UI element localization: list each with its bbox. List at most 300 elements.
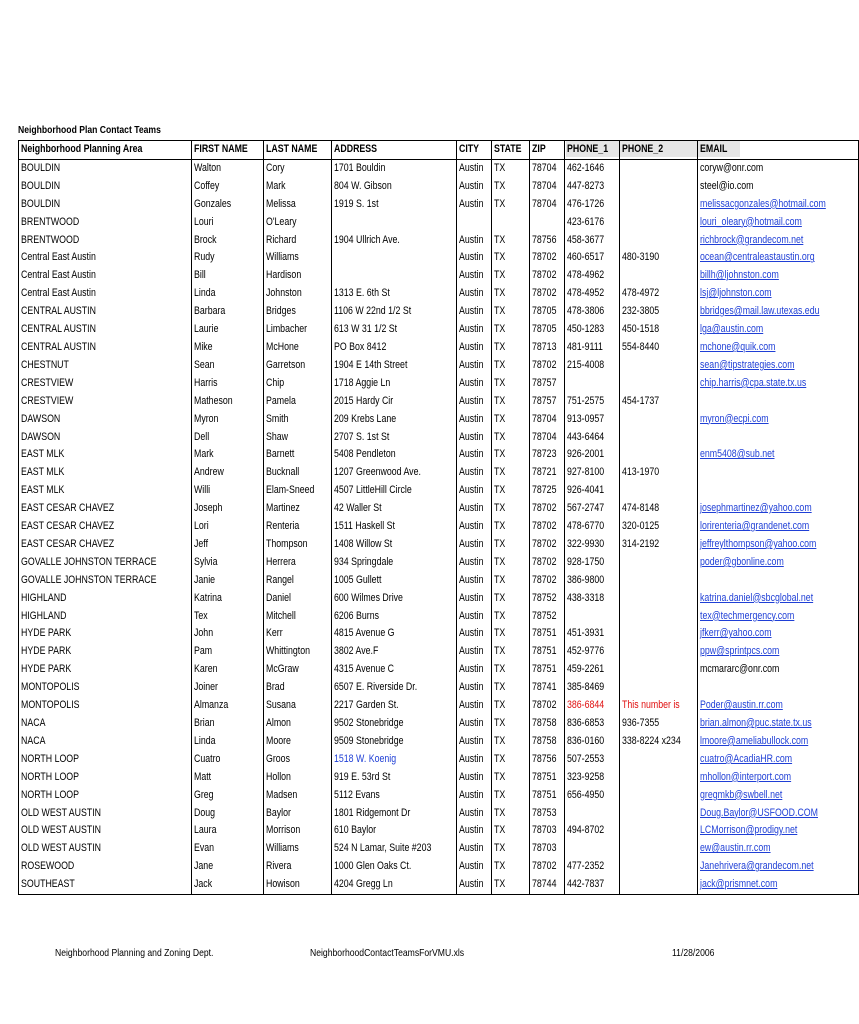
email-cell[interactable]: poder@gbonline.com bbox=[697, 554, 858, 572]
zip-cell: 78702 bbox=[530, 500, 565, 518]
phone1-cell: 477-2352 bbox=[565, 858, 620, 876]
area-cell: BOULDIN bbox=[19, 178, 192, 196]
phone1-cell: 447-8273 bbox=[565, 178, 620, 196]
phone2-cell bbox=[620, 232, 697, 250]
table-row bbox=[19, 822, 859, 840]
area-cell: OLD WEST AUSTIN bbox=[19, 840, 192, 858]
phone1-cell: 494-8702 bbox=[565, 822, 620, 840]
zip-cell: 78723 bbox=[530, 446, 565, 464]
city-cell: Austin bbox=[457, 285, 492, 303]
state-cell: TX bbox=[492, 858, 530, 876]
email-cell[interactable]: billh@ljohnston.com bbox=[697, 267, 858, 285]
last-name-cell: Hardison bbox=[263, 267, 331, 285]
zip-cell: 78702 bbox=[530, 267, 565, 285]
table-row bbox=[19, 500, 859, 518]
phone1-cell: 478-6770 bbox=[565, 518, 620, 536]
email-cell[interactable]: louri_oleary@hotmail.com bbox=[697, 214, 858, 232]
first-name-cell: Andrew bbox=[192, 464, 263, 482]
area-cell: BRENTWOOD bbox=[19, 214, 192, 232]
city-cell: Austin bbox=[457, 429, 492, 447]
state-cell: TX bbox=[492, 249, 530, 267]
last-name-cell: Rangel bbox=[263, 572, 331, 590]
city-cell: Austin bbox=[457, 393, 492, 411]
phone1-cell: 751-2575 bbox=[565, 393, 620, 411]
state-cell: TX bbox=[492, 822, 530, 840]
table-row bbox=[19, 590, 859, 608]
first-name-cell: Karen bbox=[192, 661, 263, 679]
state-cell: TX bbox=[492, 339, 530, 357]
phone1-cell: 478-3806 bbox=[565, 303, 620, 321]
table-row bbox=[19, 178, 859, 196]
first-name-cell: Laura bbox=[192, 822, 263, 840]
email-cell[interactable]: myron@ecpi.com bbox=[697, 411, 858, 429]
zip-cell: 78751 bbox=[530, 787, 565, 805]
city-cell: Austin bbox=[457, 375, 492, 393]
city-cell: Austin bbox=[457, 715, 492, 733]
last-name-cell: Rivera bbox=[263, 858, 331, 876]
table-row bbox=[19, 697, 859, 715]
column-header: EMAIL bbox=[697, 141, 858, 160]
address-cell: 1106 W 22nd 1/2 St bbox=[331, 303, 457, 321]
area-cell: CRESTVIEW bbox=[19, 393, 192, 411]
area-cell: GOVALLE JOHNSTON TERRACE bbox=[19, 554, 192, 572]
area-cell: HYDE PARK bbox=[19, 625, 192, 643]
last-name-cell: Madsen bbox=[263, 787, 331, 805]
email-cell[interactable]: sean@tipstrategies.com bbox=[697, 357, 858, 375]
phone2-cell bbox=[620, 661, 697, 679]
address-cell: 1207 Greenwood Ave. bbox=[331, 464, 457, 482]
table-row bbox=[19, 751, 859, 769]
zip-cell: 78702 bbox=[530, 554, 565, 572]
table-row bbox=[19, 429, 859, 447]
column-header: Neighborhood Planning Area bbox=[19, 141, 192, 160]
city-cell: Austin bbox=[457, 267, 492, 285]
area-cell: HIGHLAND bbox=[19, 608, 192, 626]
first-name-cell: Lori bbox=[192, 518, 263, 536]
area-cell: EAST MLK bbox=[19, 482, 192, 500]
state-cell: TX bbox=[492, 375, 530, 393]
state-cell: TX bbox=[492, 429, 530, 447]
last-name-cell: McHone bbox=[263, 339, 331, 357]
email-cell[interactable]: ocean@centraleastaustin.org bbox=[697, 249, 858, 267]
last-name-cell: Herrera bbox=[263, 554, 331, 572]
last-name-cell: O'Leary bbox=[263, 214, 331, 232]
last-name-cell: Williams bbox=[263, 249, 331, 267]
first-name-cell: Joiner bbox=[192, 679, 263, 697]
address-cell: 1000 Glen Oaks Ct. bbox=[331, 858, 457, 876]
city-cell: Austin bbox=[457, 787, 492, 805]
area-cell: DAWSON bbox=[19, 411, 192, 429]
zip-cell: 78702 bbox=[530, 285, 565, 303]
phone1-cell: 459-2261 bbox=[565, 661, 620, 679]
address-cell: 2015 Hardy Cir bbox=[331, 393, 457, 411]
first-name-cell: Doug bbox=[192, 805, 263, 823]
first-name-cell: Gonzales bbox=[192, 196, 263, 214]
state-cell: TX bbox=[492, 572, 530, 590]
state-cell: TX bbox=[492, 733, 530, 751]
email-cell[interactable]: jeffreylthompson@yahoo.com bbox=[697, 536, 858, 554]
zip-cell: 78758 bbox=[530, 715, 565, 733]
email-cell[interactable]: tex@techmergency.com bbox=[697, 608, 858, 626]
email-cell[interactable]: josephmartinez@yahoo.com bbox=[697, 500, 858, 518]
state-cell: TX bbox=[492, 697, 530, 715]
phone2-cell: 936-7355 bbox=[620, 715, 697, 733]
state-cell: TX bbox=[492, 840, 530, 858]
email-cell[interactable]: chip.harris@cpa.state.tx.us bbox=[697, 375, 858, 393]
city-cell: Austin bbox=[457, 159, 492, 177]
first-name-cell: Coffey bbox=[192, 178, 263, 196]
email-cell[interactable]: richbrock@grandecom.net bbox=[697, 232, 858, 250]
city-cell: Austin bbox=[457, 339, 492, 357]
phone2-cell bbox=[620, 267, 697, 285]
zip-cell: 78741 bbox=[530, 679, 565, 697]
phone2-cell bbox=[620, 625, 697, 643]
phone2-cell: 232-3805 bbox=[620, 303, 697, 321]
address-cell: 613 W 31 1/2 St bbox=[331, 321, 457, 339]
area-cell: BOULDIN bbox=[19, 196, 192, 214]
address-cell: 209 Krebs Lane bbox=[331, 411, 457, 429]
zip-cell: 78702 bbox=[530, 697, 565, 715]
first-name-cell: Janie bbox=[192, 572, 263, 590]
city-cell bbox=[457, 214, 492, 232]
phone1-cell: 913-0957 bbox=[565, 411, 620, 429]
state-cell: TX bbox=[492, 787, 530, 805]
first-name-cell: Matt bbox=[192, 769, 263, 787]
email-cell[interactable]: ppw@sprintpcs.com bbox=[697, 643, 858, 661]
city-cell: Austin bbox=[457, 805, 492, 823]
area-cell: HYDE PARK bbox=[19, 661, 192, 679]
first-name-cell: Brian bbox=[192, 715, 263, 733]
email-cell[interactable]: lsj@ljohnston.com bbox=[697, 285, 858, 303]
first-name-cell: Sean bbox=[192, 357, 263, 375]
email-cell[interactable]: Poder@austin.rr.com bbox=[697, 697, 858, 715]
city-cell: Austin bbox=[457, 232, 492, 250]
table-row bbox=[19, 267, 859, 285]
email-cell[interactable]: mchone@quik.com bbox=[697, 339, 858, 357]
phone1-cell: 322-9930 bbox=[565, 536, 620, 554]
email-cell[interactable]: lorirenteria@grandenet.com bbox=[697, 518, 858, 536]
first-name-cell: Laurie bbox=[192, 321, 263, 339]
first-name-cell: Mark bbox=[192, 446, 263, 464]
email-cell[interactable]: brian.almon@puc.state.tx.us bbox=[697, 715, 858, 733]
phone2-cell bbox=[620, 482, 697, 500]
address-cell bbox=[331, 214, 457, 232]
area-cell: EAST CESAR CHAVEZ bbox=[19, 536, 192, 554]
phone2-cell bbox=[620, 608, 697, 626]
table-row bbox=[19, 285, 859, 303]
zip-cell: 78704 bbox=[530, 178, 565, 196]
phone2-cell: 320-0125 bbox=[620, 518, 697, 536]
city-cell: Austin bbox=[457, 518, 492, 536]
city-cell: Austin bbox=[457, 822, 492, 840]
city-cell: Austin bbox=[457, 769, 492, 787]
first-name-cell: Greg bbox=[192, 787, 263, 805]
address-cell: 1718 Aggie Ln bbox=[331, 375, 457, 393]
first-name-cell: Dell bbox=[192, 429, 263, 447]
area-cell: EAST MLK bbox=[19, 464, 192, 482]
zip-cell: 78756 bbox=[530, 232, 565, 250]
email-cell[interactable]: bbridges@mail.law.utexas.edu bbox=[697, 303, 858, 321]
state-cell: TX bbox=[492, 625, 530, 643]
state-cell: TX bbox=[492, 285, 530, 303]
email-cell[interactable]: mhollon@interport.com bbox=[697, 769, 858, 787]
state-cell: TX bbox=[492, 393, 530, 411]
table-row bbox=[19, 303, 859, 321]
address-cell: 4507 LittleHill Circle bbox=[331, 482, 457, 500]
phone1-cell: 836-6853 bbox=[565, 715, 620, 733]
phone2-cell bbox=[620, 196, 697, 214]
state-cell: TX bbox=[492, 411, 530, 429]
column-header: CITY bbox=[457, 141, 492, 160]
area-cell: SOUTHEAST bbox=[19, 876, 192, 894]
table-row bbox=[19, 393, 859, 411]
phone2-cell bbox=[620, 554, 697, 572]
table-row bbox=[19, 733, 859, 751]
email-cell[interactable]: ew@austin.rr.com bbox=[697, 840, 858, 858]
state-cell: TX bbox=[492, 303, 530, 321]
phone2-cell: 478-4972 bbox=[620, 285, 697, 303]
table-row bbox=[19, 787, 859, 805]
last-name-cell: Morrison bbox=[263, 822, 331, 840]
phone2-cell: 314-2192 bbox=[620, 536, 697, 554]
phone2-cell bbox=[620, 787, 697, 805]
city-cell: Austin bbox=[457, 751, 492, 769]
zip-cell: 78703 bbox=[530, 822, 565, 840]
email-cell[interactable]: katrina.daniel@sbcglobal.net bbox=[697, 590, 858, 608]
city-cell: Austin bbox=[457, 679, 492, 697]
state-cell: TX bbox=[492, 590, 530, 608]
table-row bbox=[19, 840, 859, 858]
city-cell: Austin bbox=[457, 733, 492, 751]
first-name-cell: Myron bbox=[192, 411, 263, 429]
last-name-cell: Hollon bbox=[263, 769, 331, 787]
city-cell: Austin bbox=[457, 876, 492, 894]
zip-cell: 78702 bbox=[530, 572, 565, 590]
first-name-cell: Jack bbox=[192, 876, 263, 894]
phone2-cell bbox=[620, 876, 697, 894]
phone2-cell bbox=[620, 643, 697, 661]
phone1-cell: 442-7837 bbox=[565, 876, 620, 894]
email-cell: steel@io.com bbox=[697, 178, 858, 196]
address-cell: 9509 Stonebridge bbox=[331, 733, 457, 751]
last-name-cell: Susana bbox=[263, 697, 331, 715]
area-cell: CHESTNUT bbox=[19, 357, 192, 375]
last-name-cell: Smith bbox=[263, 411, 331, 429]
phone2-cell bbox=[620, 159, 697, 177]
zip-cell: 78704 bbox=[530, 196, 565, 214]
area-cell: HYDE PARK bbox=[19, 643, 192, 661]
zip-cell: 78751 bbox=[530, 643, 565, 661]
phone2-cell bbox=[620, 178, 697, 196]
phone2-cell: 454-1737 bbox=[620, 393, 697, 411]
phone2-cell bbox=[620, 214, 697, 232]
table-row bbox=[19, 625, 859, 643]
email-cell[interactable]: lmoore@ameliabullock.com bbox=[697, 733, 858, 751]
address-cell: 2217 Garden St. bbox=[331, 697, 457, 715]
email-cell: coryw@onr.com bbox=[697, 159, 858, 177]
state-cell: TX bbox=[492, 661, 530, 679]
address-cell: 919 E. 53rd St bbox=[331, 769, 457, 787]
last-name-cell: Moore bbox=[263, 733, 331, 751]
email-cell[interactable]: jack@prismnet.com bbox=[697, 876, 858, 894]
address-cell: 4204 Gregg Ln bbox=[331, 876, 457, 894]
phone2-cell bbox=[620, 375, 697, 393]
zip-cell: 78705 bbox=[530, 303, 565, 321]
phone2-cell bbox=[620, 822, 697, 840]
state-cell: TX bbox=[492, 500, 530, 518]
table-row bbox=[19, 769, 859, 787]
email-cell[interactable]: melissacgonzales@hotmail.com bbox=[697, 196, 858, 214]
state-cell: TX bbox=[492, 159, 530, 177]
table-row bbox=[19, 679, 859, 697]
table-row bbox=[19, 357, 859, 375]
zip-cell: 78756 bbox=[530, 751, 565, 769]
last-name-cell: Barnett bbox=[263, 446, 331, 464]
phone2-cell bbox=[620, 357, 697, 375]
city-cell: Austin bbox=[457, 536, 492, 554]
zip-cell: 78705 bbox=[530, 321, 565, 339]
email-cell[interactable]: LCMorrison@prodigy.net bbox=[697, 822, 858, 840]
zip-cell: 78704 bbox=[530, 159, 565, 177]
phone1-cell: 481-9111 bbox=[565, 339, 620, 357]
first-name-cell: Tex bbox=[192, 608, 263, 626]
email-cell bbox=[697, 393, 858, 411]
phone1-cell: 656-4950 bbox=[565, 787, 620, 805]
phone2-cell bbox=[620, 411, 697, 429]
city-cell: Austin bbox=[457, 643, 492, 661]
column-header: PHONE_1 bbox=[565, 141, 620, 160]
state-cell: TX bbox=[492, 196, 530, 214]
phone1-cell: 478-4962 bbox=[565, 267, 620, 285]
phone1-cell: 215-4008 bbox=[565, 357, 620, 375]
state-cell: TX bbox=[492, 267, 530, 285]
area-cell: MONTOPOLIS bbox=[19, 697, 192, 715]
zip-cell: 78744 bbox=[530, 876, 565, 894]
table-row bbox=[19, 339, 859, 357]
table-row bbox=[19, 464, 859, 482]
city-cell: Austin bbox=[457, 303, 492, 321]
last-name-cell: Cory bbox=[263, 159, 331, 177]
footer-filename: NeighborhoodContactTeamsForVMU.xls bbox=[310, 947, 465, 959]
email-cell[interactable]: Janehrivera@grandecom.net bbox=[697, 858, 858, 876]
area-cell: ROSEWOOD bbox=[19, 858, 192, 876]
email-cell[interactable]: gregmkb@swbell.net bbox=[697, 787, 858, 805]
city-cell: Austin bbox=[457, 482, 492, 500]
area-cell: OLD WEST AUSTIN bbox=[19, 822, 192, 840]
address-cell: 6206 Burns bbox=[331, 608, 457, 626]
state-cell: TX bbox=[492, 446, 530, 464]
table-row bbox=[19, 159, 859, 177]
last-name-cell: Garretson bbox=[263, 357, 331, 375]
first-name-cell: Rudy bbox=[192, 249, 263, 267]
address-cell: 1005 Gullett bbox=[331, 572, 457, 590]
phone2-cell bbox=[620, 446, 697, 464]
phone1-cell: 386-9800 bbox=[565, 572, 620, 590]
phone1-cell: 323-9258 bbox=[565, 769, 620, 787]
address-cell: 5112 Evans bbox=[331, 787, 457, 805]
phone2-cell bbox=[620, 840, 697, 858]
city-cell: Austin bbox=[457, 661, 492, 679]
phone1-cell bbox=[565, 608, 620, 626]
first-name-cell: Pam bbox=[192, 643, 263, 661]
email-cell bbox=[697, 679, 858, 697]
last-name-cell: Groos bbox=[263, 751, 331, 769]
last-name-cell: Bucknall bbox=[263, 464, 331, 482]
last-name-cell: Whittington bbox=[263, 643, 331, 661]
phone1-cell: 836-0160 bbox=[565, 733, 620, 751]
email-cell[interactable]: Doug.Baylor@USFOOD.COM bbox=[697, 805, 858, 823]
area-cell: NORTH LOOP bbox=[19, 751, 192, 769]
area-cell: Central East Austin bbox=[19, 267, 192, 285]
address-cell: 1801 Ridgemont Dr bbox=[331, 805, 457, 823]
table-row bbox=[19, 572, 859, 590]
table-row bbox=[19, 214, 859, 232]
state-cell: TX bbox=[492, 679, 530, 697]
table-row bbox=[19, 608, 859, 626]
zip-cell bbox=[530, 214, 565, 232]
table-row bbox=[19, 375, 859, 393]
table-row bbox=[19, 196, 859, 214]
address-cell: 42 Waller St bbox=[331, 500, 457, 518]
last-name-cell: Renteria bbox=[263, 518, 331, 536]
email-cell[interactable]: lga@austin.com bbox=[697, 321, 858, 339]
first-name-cell: Brock bbox=[192, 232, 263, 250]
first-name-cell: Bill bbox=[192, 267, 263, 285]
header-row bbox=[19, 141, 859, 160]
phone2-cell: 338-8224 x234 bbox=[620, 733, 697, 751]
phone1-cell: 567-2747 bbox=[565, 500, 620, 518]
zip-cell: 78753 bbox=[530, 805, 565, 823]
area-cell: Central East Austin bbox=[19, 249, 192, 267]
phone1-cell: 478-4952 bbox=[565, 285, 620, 303]
phone1-cell: 462-1646 bbox=[565, 159, 620, 177]
state-cell: TX bbox=[492, 608, 530, 626]
area-cell: CENTRAL AUSTIN bbox=[19, 339, 192, 357]
address-cell: 2707 S. 1st St bbox=[331, 429, 457, 447]
last-name-cell: Kerr bbox=[263, 625, 331, 643]
city-cell: Austin bbox=[457, 321, 492, 339]
phone2-cell bbox=[620, 679, 697, 697]
first-name-cell: Cuatro bbox=[192, 751, 263, 769]
address-cell: 1518 W. Koenig bbox=[331, 751, 457, 769]
column-header: FIRST NAME bbox=[192, 141, 263, 160]
address-cell bbox=[331, 249, 457, 267]
table-row bbox=[19, 805, 859, 823]
email-cell[interactable]: jfkerr@yahoo.com bbox=[697, 625, 858, 643]
contact-table bbox=[18, 140, 859, 895]
phone2-cell: 474-8148 bbox=[620, 500, 697, 518]
email-cell[interactable]: cuatro@AcadiaHR.com bbox=[697, 751, 858, 769]
phone2-cell: 480-3190 bbox=[620, 249, 697, 267]
address-cell: 934 Springdale bbox=[331, 554, 457, 572]
state-cell: TX bbox=[492, 715, 530, 733]
zip-cell: 78721 bbox=[530, 464, 565, 482]
last-name-cell: Richard bbox=[263, 232, 331, 250]
email-cell[interactable]: enm5408@sub.net bbox=[697, 446, 858, 464]
area-cell: GOVALLE JOHNSTON TERRACE bbox=[19, 572, 192, 590]
last-name-cell: Almon bbox=[263, 715, 331, 733]
city-cell: Austin bbox=[457, 196, 492, 214]
email-cell bbox=[697, 482, 858, 500]
phone1-cell: 438-3318 bbox=[565, 590, 620, 608]
zip-cell: 78751 bbox=[530, 625, 565, 643]
phone1-cell: 450-1283 bbox=[565, 321, 620, 339]
phone1-cell: 927-8100 bbox=[565, 464, 620, 482]
first-name-cell: John bbox=[192, 625, 263, 643]
address-cell: 524 N Lamar, Suite #203 bbox=[331, 840, 457, 858]
column-header: LAST NAME bbox=[263, 141, 331, 160]
last-name-cell: McGraw bbox=[263, 661, 331, 679]
